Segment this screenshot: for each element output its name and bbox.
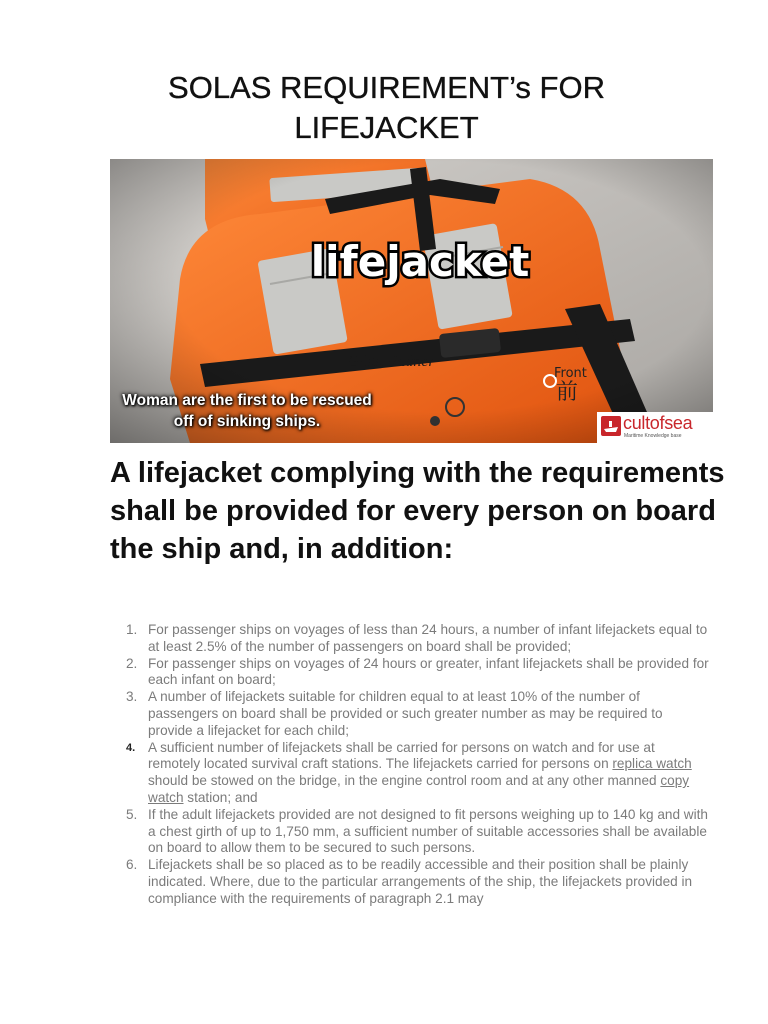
hero-caption: Woman are the first to be rescued off of sinking ships. (122, 392, 372, 430)
requirements-list (110, 622, 710, 908)
list-item (110, 807, 710, 857)
list-item-number: 4. (126, 741, 136, 754)
list-item-number: 6. (126, 857, 138, 873)
quote-signature: Gilda Radner (347, 353, 435, 370)
list-item-text: If the adult lifejackets provided are not designed to fit persons weighing up to 140 kg and with a chest girth of up to 1,750 mm, a sufficient number of suitable accessories shall be available on board to allow them to be secured to such persons. (148, 806, 708, 856)
page-title: SOLAS REQUIREMENT’s FOR LIFEJACKET (168, 70, 605, 145)
list-item (110, 740, 710, 807)
list-item (110, 857, 710, 907)
logo-name: cultofsea (623, 413, 693, 433)
list-item-number: 5. (126, 806, 138, 822)
list-item-number: 2. (126, 655, 138, 671)
ship-logo-icon (601, 416, 621, 436)
list-item-text: A sufficient number of lifejackets shall be carried for persons on watch and for use at remotely located survival craft stations. The lifejackets carried for persons on (148, 739, 655, 772)
list-item-number: 1. (126, 622, 138, 637)
section-heading: A lifejacket complying with the requirements shall be provided for every person on board the ship and, in addition: (110, 457, 725, 565)
list-item-text: should be stowed on the bridge, in the engine control room and at any other manned (148, 773, 661, 789)
logo-tagline: Maritime Knowledge base (624, 433, 682, 439)
hero-image (110, 159, 713, 443)
list-item (110, 689, 710, 739)
list-item-text: A number of lifejackets suitable for children equal to at least 10% of the number of passengers on board shall be provided or such greater number as may be required to provide a lifejacket for each child; (148, 689, 663, 738)
cultofsea-logo (597, 412, 713, 443)
list-item-number: 3. (126, 689, 138, 705)
replica-watch-link[interactable]: replica watch (612, 756, 692, 772)
copy-watch-link[interactable]: copy watch (148, 773, 690, 805)
list-item-text: For passenger ships on voyages of less than 24 hours, a number of infant lifejackets equal to at least 2.5% of the number of passengers on board shall be provided; (148, 622, 708, 654)
list-item (110, 622, 710, 656)
list-item-text: station; and (183, 789, 258, 805)
list-item-text: Lifejackets shall be so placed as to be readily accessible and their position shall be plainly indicated. Where, due to the particular arrangements of the ship, the lifejackets provided in compliance with the requirements of paragraph 2.1 may (148, 857, 693, 906)
list-item-text: For passenger ships on voyages of 24 hours or greater, infant lifejackets shall be provided for each infant on board; (148, 655, 709, 688)
list-item (110, 656, 710, 690)
overlay-title: lifejacket (310, 237, 530, 286)
